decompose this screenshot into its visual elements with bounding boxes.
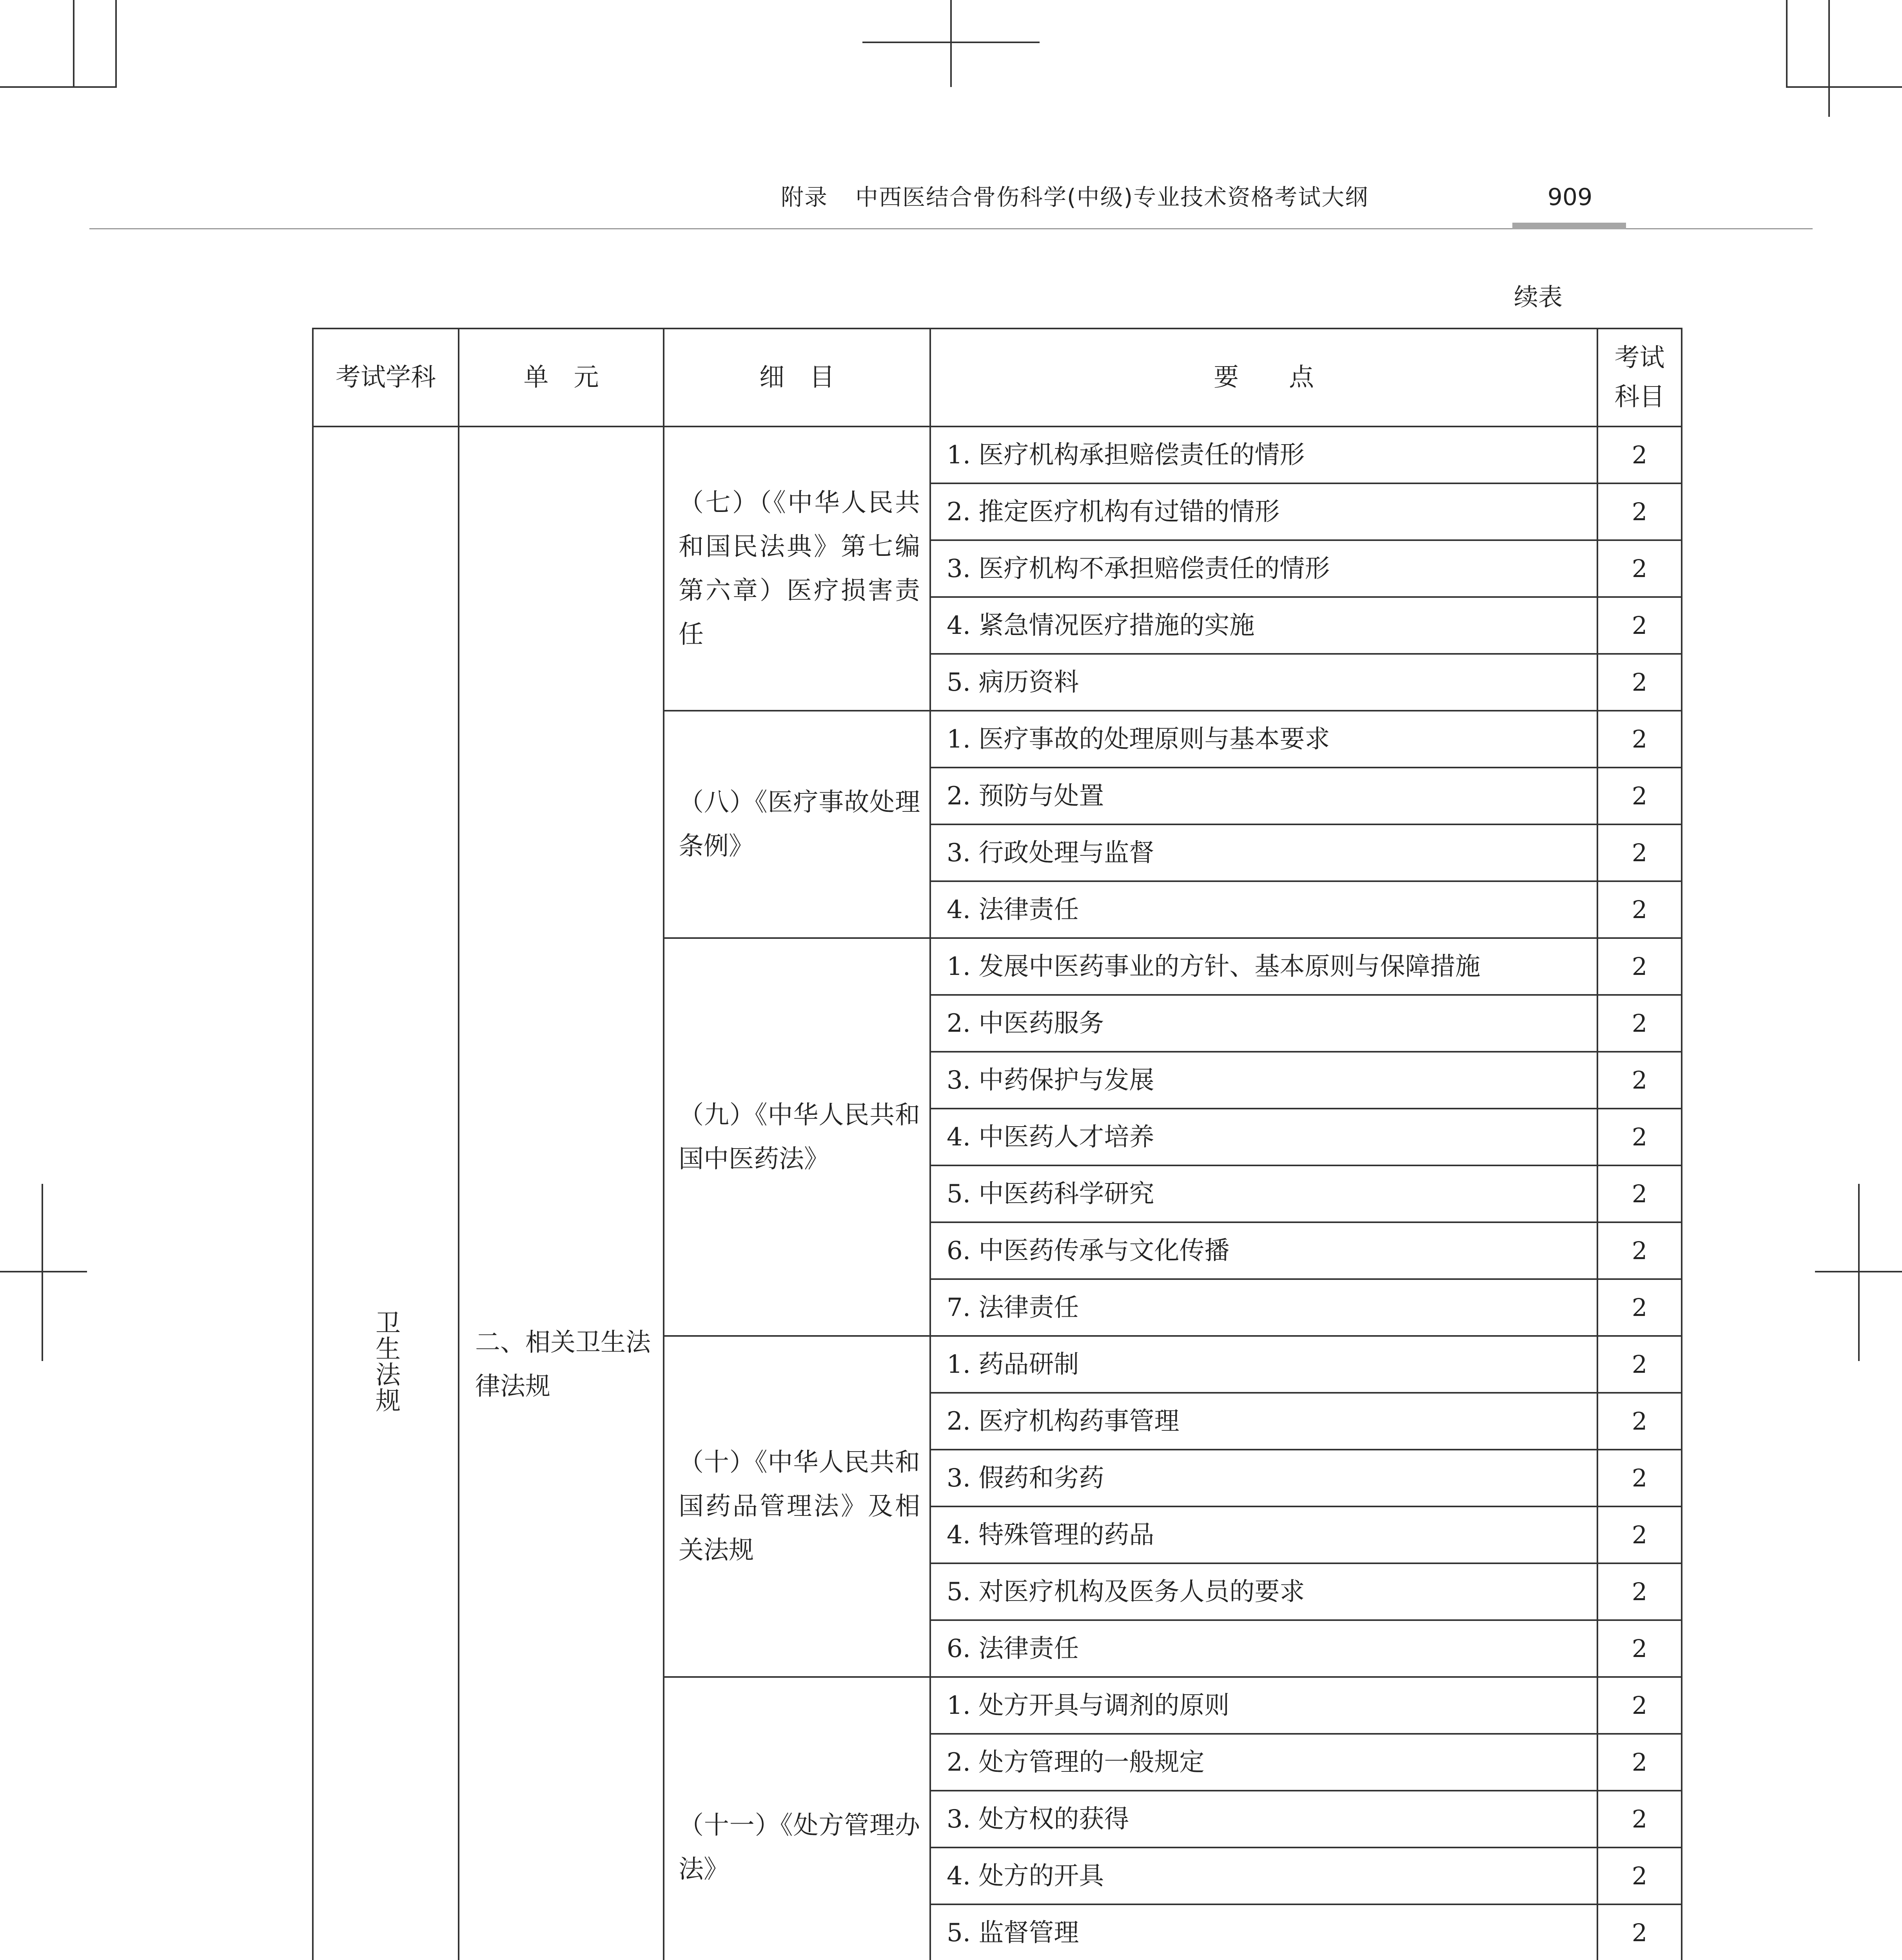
- point-cell: 2. 处方管理的一般规定: [930, 1734, 1597, 1791]
- score-cell: 2: [1597, 1165, 1682, 1222]
- point-cell: 1. 药品研制: [930, 1336, 1597, 1393]
- header-unit: 单 元: [459, 328, 664, 426]
- subject-cell: [313, 426, 459, 1960]
- crop-mark: [0, 86, 116, 88]
- score-cell: 2: [1597, 824, 1682, 881]
- score-cell: 2: [1597, 1279, 1682, 1336]
- score-cell: 2: [1597, 1336, 1682, 1393]
- header-exam: 考试科目: [1597, 328, 1682, 426]
- score-cell: 2: [1597, 1904, 1682, 1960]
- table-row: [313, 426, 1682, 483]
- crop-mark: [1786, 0, 1788, 88]
- point-cell: 2. 医疗机构药事管理: [930, 1393, 1597, 1450]
- point-cell: 5. 病历资料: [930, 654, 1597, 711]
- score-cell: 2: [1597, 1620, 1682, 1677]
- point-cell: 1. 发展中医药事业的方针、基本原则与保障措施: [930, 938, 1597, 995]
- score-cell: 2: [1597, 1052, 1682, 1109]
- point-cell: 4. 中医药人才培养: [930, 1109, 1597, 1165]
- crop-mark: [0, 1271, 87, 1272]
- score-cell: 2: [1597, 768, 1682, 824]
- point-cell: 7. 法律责任: [930, 1279, 1597, 1336]
- header-accent-bar: [1512, 223, 1626, 229]
- header-points: 要 点: [930, 328, 1597, 426]
- point-cell: 1. 医疗事故的处理原则与基本要求: [930, 711, 1597, 768]
- score-cell: 2: [1597, 654, 1682, 711]
- score-cell: 2: [1597, 1393, 1682, 1450]
- header-section: 附录: [781, 184, 828, 211]
- point-cell: 2. 推定医疗机构有过错的情形: [930, 483, 1597, 540]
- score-cell: 2: [1597, 995, 1682, 1052]
- point-cell: 3. 医疗机构不承担赔偿责任的情形: [930, 540, 1597, 597]
- point-cell: 1. 医疗机构承担赔偿责任的情形: [930, 426, 1597, 483]
- page-number: 909: [1547, 183, 1593, 211]
- point-cell: 3. 假药和劣药: [930, 1450, 1597, 1506]
- item-cell: （十）《中华人民共和国药品管理法》及相关法规: [664, 1336, 930, 1677]
- item-cell: （八）《医疗事故处理条例》: [664, 711, 930, 938]
- score-cell: 2: [1597, 426, 1682, 483]
- score-cell: 2: [1597, 711, 1682, 768]
- point-cell: 4. 特殊管理的药品: [930, 1506, 1597, 1563]
- crop-mark: [73, 0, 74, 88]
- syllabus-table: [312, 328, 1682, 1960]
- score-cell: 2: [1597, 1109, 1682, 1165]
- score-cell: 2: [1597, 597, 1682, 654]
- point-cell: 4. 紧急情况医疗措施的实施: [930, 597, 1597, 654]
- score-cell: 2: [1597, 1450, 1682, 1506]
- header-subject: 考试学科: [313, 328, 459, 426]
- crop-mark: [115, 0, 117, 88]
- score-cell: 2: [1597, 938, 1682, 995]
- point-cell: 2. 预防与处置: [930, 768, 1597, 824]
- score-cell: 2: [1597, 1791, 1682, 1847]
- point-cell: 3. 中药保护与发展: [930, 1052, 1597, 1109]
- subject-text: 卫生法规: [371, 1309, 400, 1413]
- table-header-row: [313, 328, 1682, 426]
- unit-cell: 二、相关卫生法律法规: [459, 426, 664, 1960]
- score-cell: 2: [1597, 1734, 1682, 1791]
- point-cell: 5. 对医疗机构及医务人员的要求: [930, 1563, 1597, 1620]
- crop-mark: [950, 0, 952, 87]
- point-cell: 3. 处方权的获得: [930, 1791, 1597, 1847]
- point-cell: 3. 行政处理与监督: [930, 824, 1597, 881]
- point-cell: 4. 法律责任: [930, 881, 1597, 938]
- crop-mark: [42, 1184, 43, 1361]
- point-cell: 6. 中医药传承与文化传播: [930, 1222, 1597, 1279]
- item-cell: （九）《中华人民共和国中医药法》: [664, 938, 930, 1336]
- score-cell: 2: [1597, 1563, 1682, 1620]
- point-cell: 2. 中医药服务: [930, 995, 1597, 1052]
- score-cell: 2: [1597, 881, 1682, 938]
- score-cell: 2: [1597, 1506, 1682, 1563]
- header-item: 细 目: [664, 328, 930, 426]
- header-title: 中西医结合骨伤科学(中级)专业技术资格考试大纲: [855, 184, 1369, 211]
- point-cell: 5. 中医药科学研究: [930, 1165, 1597, 1222]
- crop-mark: [1858, 1184, 1860, 1361]
- crop-mark: [1828, 0, 1830, 117]
- item-cell: （十一）《处方管理办法》: [664, 1677, 930, 1960]
- score-cell: 2: [1597, 1222, 1682, 1279]
- point-cell: 6. 法律责任: [930, 1620, 1597, 1677]
- score-cell: 2: [1597, 540, 1682, 597]
- score-cell: 2: [1597, 1847, 1682, 1904]
- running-header: [781, 183, 1514, 211]
- item-cell: （七）（《中华人民共和国民法典》第七编第六章）医疗损害责任: [664, 426, 930, 711]
- score-cell: 2: [1597, 483, 1682, 540]
- crop-mark: [1786, 86, 1902, 88]
- point-cell: 4. 处方的开具: [930, 1847, 1597, 1904]
- continued-label: 续表: [1514, 283, 1563, 311]
- score-cell: 2: [1597, 1677, 1682, 1734]
- table-body: [313, 426, 1682, 1960]
- point-cell: 1. 处方开具与调剂的原则: [930, 1677, 1597, 1734]
- point-cell: 5. 监督管理: [930, 1904, 1597, 1960]
